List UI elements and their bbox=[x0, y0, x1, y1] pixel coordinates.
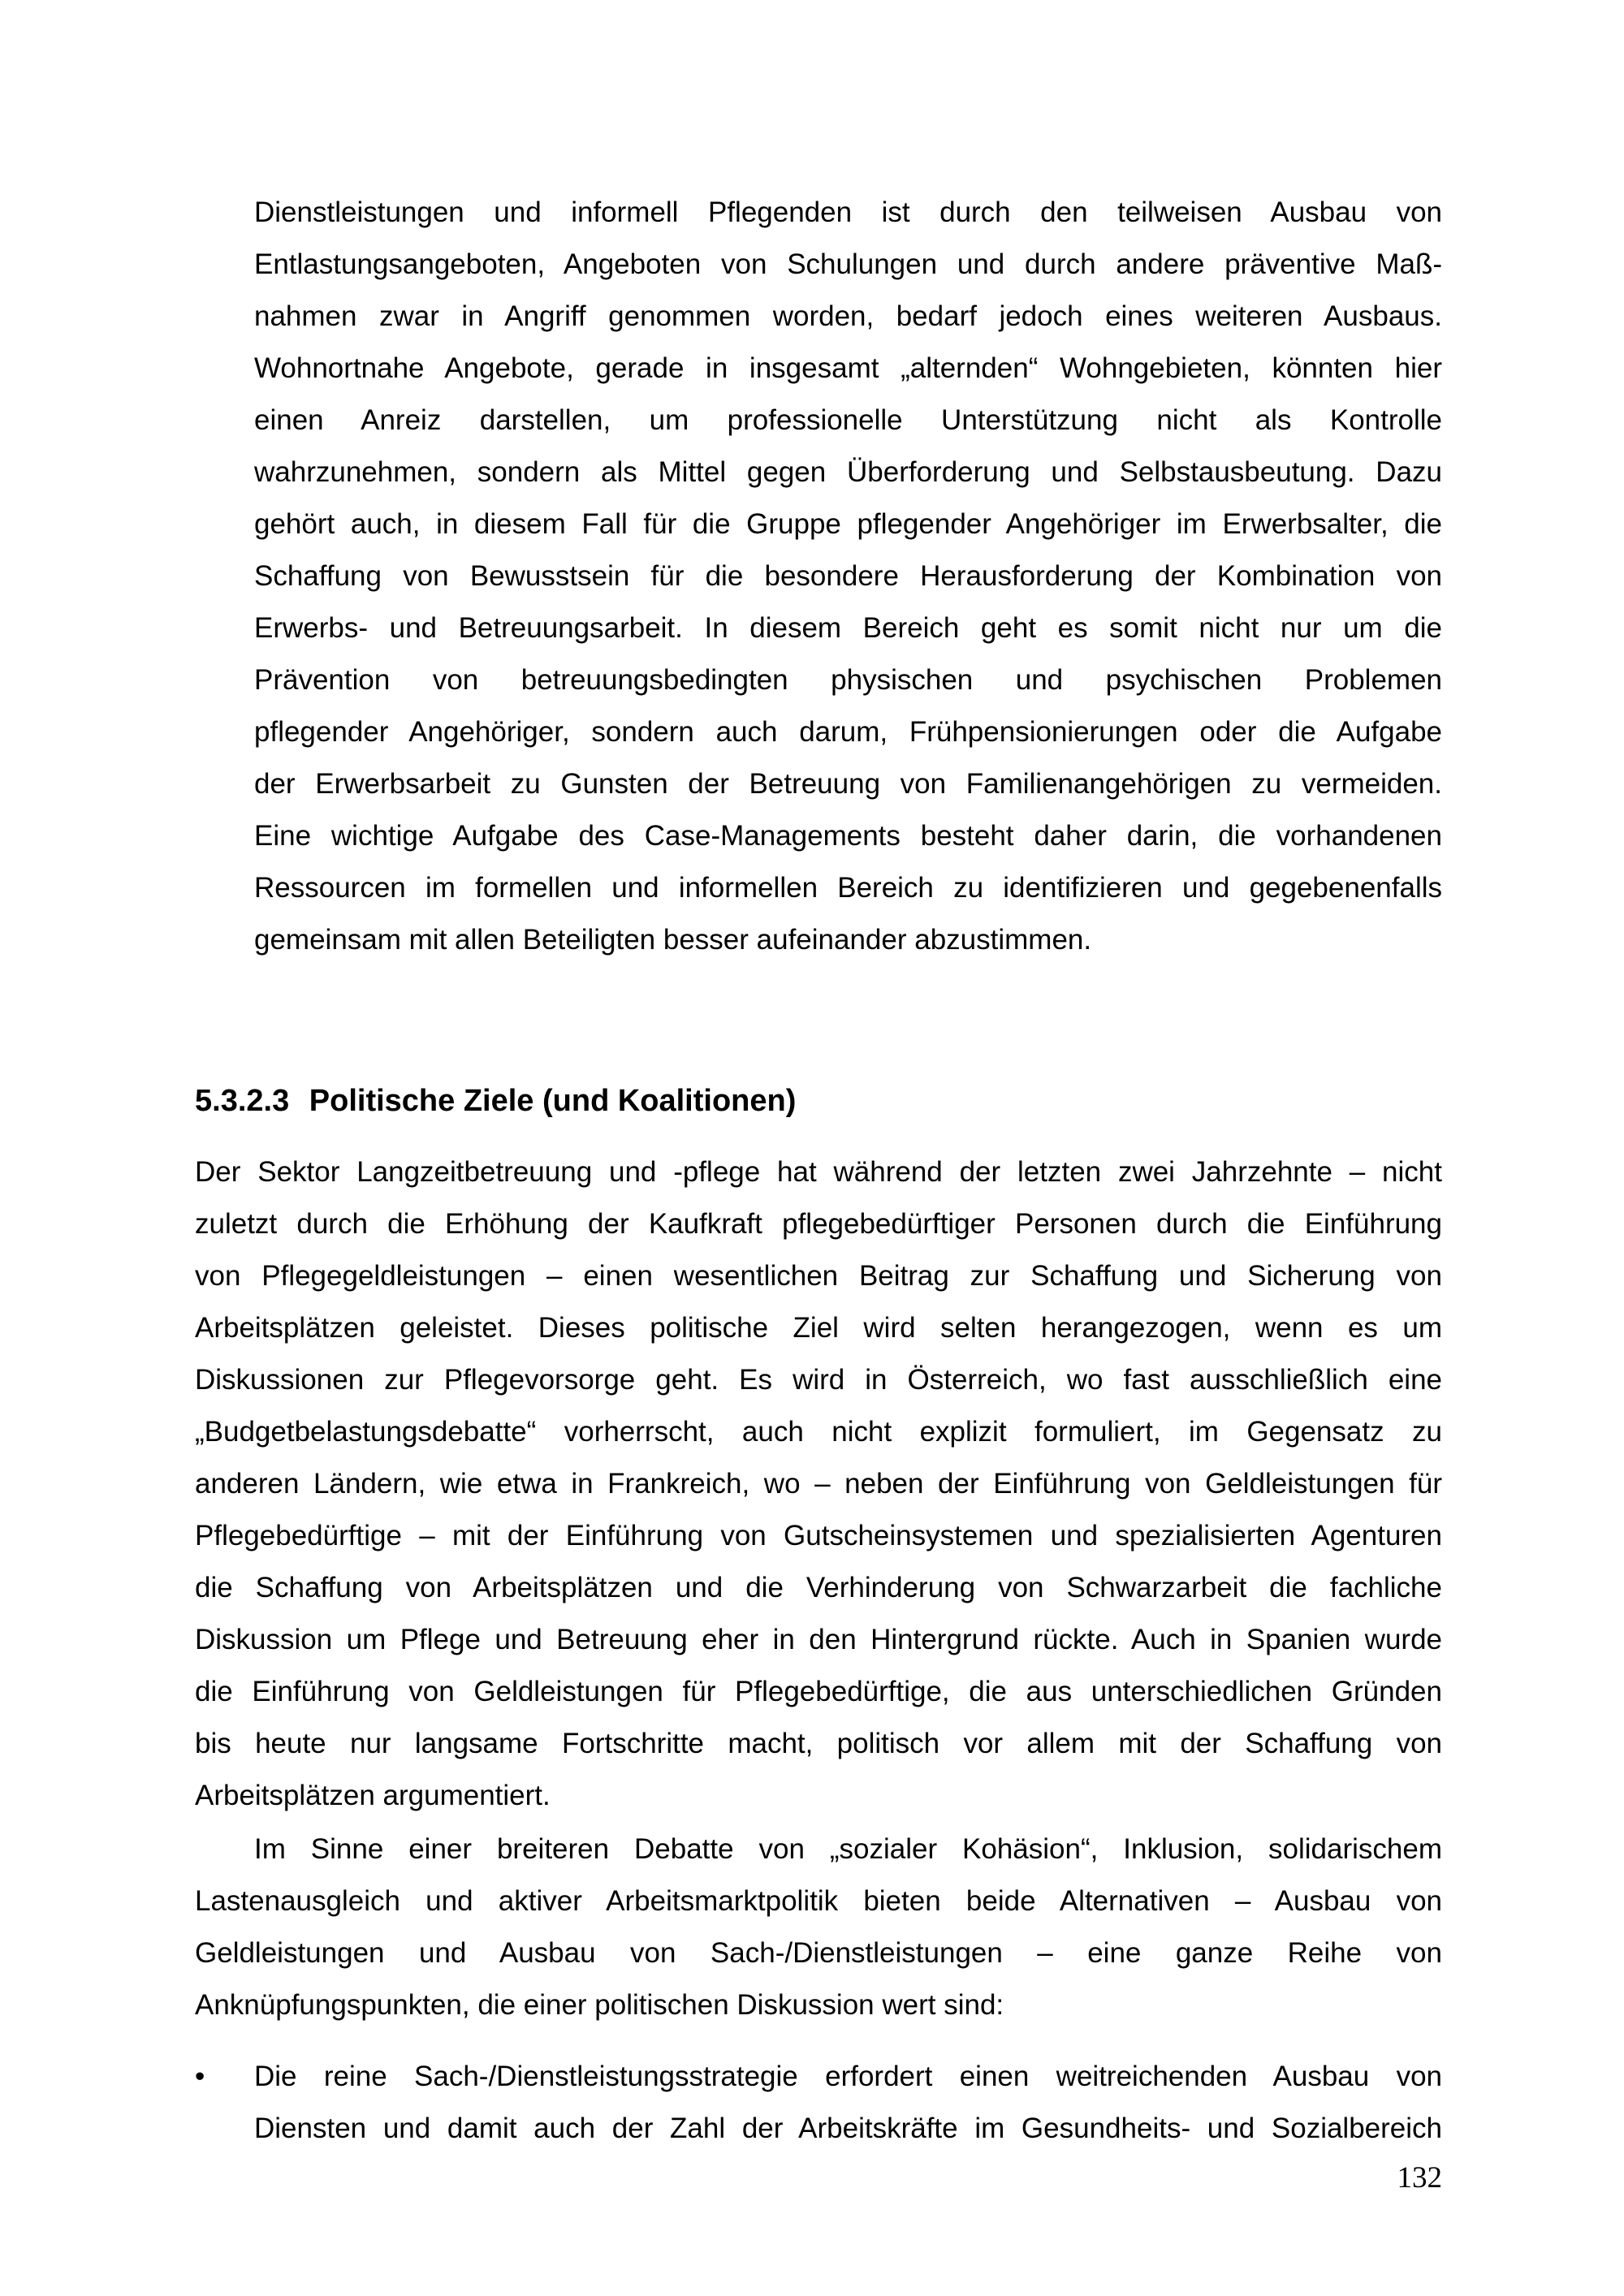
text-line: Anknüpfungspunkten, die einer politischen Diskussion wert sind: bbox=[195, 1989, 1004, 2021]
text-line: die Einführung von Geldleistungen für Pflegebedürftige, die aus unterschiedlichen Gründen bbox=[195, 1676, 1442, 1707]
text-line: Geldleistungen und Ausbau von Sach-/Dienstleistungen – eine ganze Reihe von bbox=[195, 1937, 1442, 1969]
text-line: Dienstleistungen und informell Pflegenden ist durch den teilweisen Ausbau von bbox=[254, 196, 1442, 228]
bullet-icon: • bbox=[195, 2061, 205, 2092]
paragraph-1 bbox=[254, 187, 1442, 966]
bullet-list-item bbox=[195, 2051, 1442, 2155]
text-line: Lastenausgleich und aktiver Arbeitsmarktpolitik bieten beide Alternativen – Ausbau von bbox=[195, 1885, 1442, 1917]
text-line: Ressourcen im formellen und informellen Bereich zu identifizieren und gegebenenfalls bbox=[254, 872, 1442, 904]
section-number: 5.3.2.3 bbox=[195, 1084, 290, 1118]
text-line: wahrzunehmen, sondern als Mittel gegen Überforderung und Selbstausbeutung. Dazu bbox=[254, 456, 1442, 488]
section-heading bbox=[195, 1078, 796, 1124]
text-line: Erwerbs- und Betreuungsarbeit. In diesem Bereich geht es somit nicht nur um die bbox=[254, 612, 1442, 644]
text-line: gehört auch, in diesem Fall für die Gruppe pflegender Angehöriger im Erwerbsalter, die bbox=[254, 508, 1442, 540]
text-line: zuletzt durch die Erhöhung der Kaufkraft pflegebedürftiger Personen durch die Einführung bbox=[195, 1208, 1442, 1240]
text-line: einen Anreiz darstellen, um professionelle Unterstützung nicht als Kontrolle bbox=[254, 404, 1442, 436]
text-line: Pflegebedürftige – mit der Einführung von Gutscheinsystemen und spezialisierten Agenturen bbox=[195, 1520, 1442, 1552]
text-line: die Schaffung von Arbeitsplätzen und die Verhinderung von Schwarzarbeit die fachliche bbox=[195, 1572, 1442, 1603]
text-line: Diskussionen zur Pflegevorsorge geht. Es wird in Österreich, wo fast ausschließlich eine bbox=[195, 1364, 1442, 1396]
text-line: Im Sinne einer breiteren Debatte von „sozialer Kohäsion“, Inklusion, solidarischem bbox=[254, 1833, 1442, 1865]
text-line: Diensten und damit auch der Zahl der Arbeitskräfte im Gesundheits- und Sozialbereich bbox=[254, 2113, 1442, 2144]
text-line: Schaffung von Bewusstsein für die besondere Herausforderung der Kombination von bbox=[254, 560, 1442, 592]
text-line: pflegender Angehöriger, sondern auch darum, Frühpensionierungen oder die Aufgabe bbox=[254, 716, 1442, 748]
text-line: bis heute nur langsame Fortschritte macht, politisch vor allem mit der Schaffung von bbox=[195, 1728, 1442, 1759]
text-line: nahmen zwar in Angriff genommen worden, bedarf jedoch eines weiteren Ausbaus. bbox=[254, 300, 1442, 332]
text-line: der Erwerbsarbeit zu Gunsten der Betreuung von Familienangehörigen zu vermeiden. bbox=[254, 768, 1442, 800]
text-line: Diskussion um Pflege und Betreuung eher in den Hintergrund rückte. Auch in Spanien wurde bbox=[195, 1624, 1442, 1655]
text-line: Die reine Sach-/Dienstleistungsstrategie erfordert einen weitreichenden Ausbau von bbox=[254, 2061, 1442, 2092]
text-line: von Pflegegeldleistungen – einen wesentlichen Beitrag zur Schaffung und Sicherung von bbox=[195, 1260, 1442, 1292]
text-line: Der Sektor Langzeitbetreuung und -pflege hat während der letzten zwei Jahrzehnte – nicht bbox=[195, 1156, 1442, 1188]
text-line: „Budgetbelastungsdebatte“ vorherrscht, auch nicht explizit formuliert, im Gegensatz zu bbox=[195, 1416, 1442, 1448]
text-line: Eine wichtige Aufgabe des Case-Managements besteht daher darin, die vorhandenen bbox=[254, 820, 1442, 852]
page-number: 132 bbox=[1397, 2161, 1442, 2195]
paragraph-2 bbox=[195, 1146, 1442, 1822]
text-line: Wohnortnahe Angebote, gerade in insgesamt „alternden“ Wohngebieten, könnten hier bbox=[254, 352, 1442, 384]
text-line: Arbeitsplätzen argumentiert. bbox=[195, 1780, 551, 1811]
text-line: anderen Ländern, wie etwa in Frankreich, wo – neben der Einführung von Geldleistungen für bbox=[195, 1468, 1442, 1500]
text-line: Arbeitsplätzen geleistet. Dieses politische Ziel wird selten herangezogen, wenn es um bbox=[195, 1312, 1442, 1344]
text-line: Entlastungsangeboten, Angeboten von Schulungen und durch andere präventive Maß- bbox=[254, 248, 1442, 280]
section-title: Politische Ziele (und Koalitionen) bbox=[309, 1084, 797, 1118]
text-line: gemeinsam mit allen Beteiligten besser aufeinander abzustimmen. bbox=[254, 924, 1092, 956]
text-line: Prävention von betreuungsbedingten physischen und psychischen Problemen bbox=[254, 664, 1442, 696]
paragraph-3 bbox=[195, 1823, 1442, 2031]
